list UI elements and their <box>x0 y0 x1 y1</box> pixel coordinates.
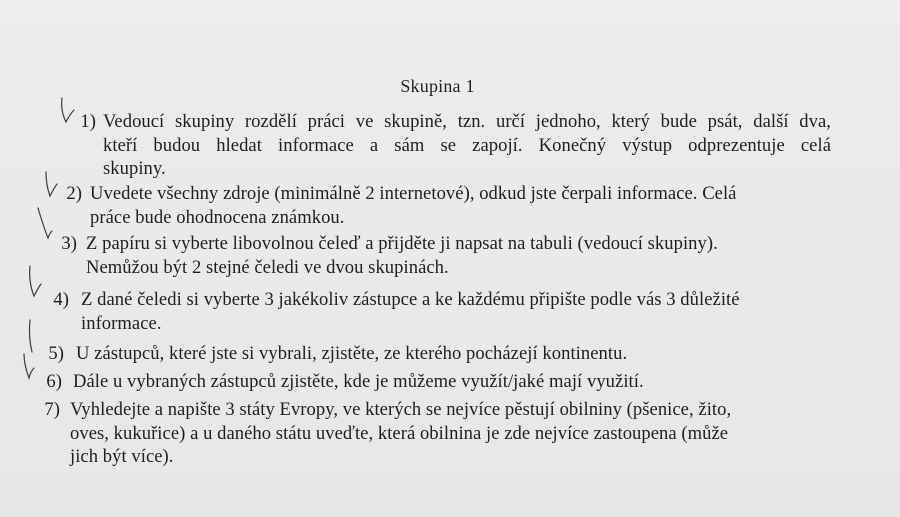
task-line: Uvedete všechny zdroje (minimálně 2 internetové), odkud jste čerpali informace. Celá <box>90 183 737 204</box>
pencil-check-mark-icon <box>22 262 52 306</box>
task-text <box>73 370 773 394</box>
task-number: 2) <box>66 183 82 204</box>
task-line: skupiny. <box>103 158 166 179</box>
task-line: U zástupců, které jste si vybrali, zjistěte, ze kterého pocházejí kontinentu. <box>76 343 628 364</box>
task-line: Vedoucí skupiny rozdělí práci ve skupině, tzn. určí jednoho, který bude psát, další dva, <box>103 111 831 132</box>
pencil-check-mark-icon <box>16 350 46 390</box>
task-number: 7) <box>44 399 60 420</box>
task-number: 1) <box>80 111 96 132</box>
task-text <box>76 342 776 366</box>
task-number: 6) <box>46 371 62 392</box>
task-text <box>86 232 846 279</box>
task-number: 3) <box>61 233 77 254</box>
pencil-check-mark-icon <box>32 206 62 250</box>
task-text <box>70 398 870 469</box>
task-line: oves, kukuřice) a u daného státu uveďte, která obilnina je zde nejvíce zastoupena (může <box>70 422 729 444</box>
task-text <box>81 288 851 335</box>
task-line: Z papíru si vyberte libovolnou čeleď a přijděte ji napsat na tabuli (vedoucí skupiny). <box>86 233 718 254</box>
pencil-check-mark-icon <box>38 170 68 210</box>
task-line: Nemůžou být 2 stejné čeledi ve dvou skupinách. <box>86 256 449 278</box>
task-text <box>103 110 831 181</box>
page-title: Skupina 1 <box>400 76 475 96</box>
task-line: Dále u vybraných zástupců zjistěte, kde je můžeme využít/jaké mají využití. <box>73 371 644 392</box>
task-text <box>90 182 835 229</box>
pencil-check-mark-icon <box>52 96 82 136</box>
task-line: Vyhledejte a napište 3 státy Evropy, ve kterých se nejvíce pěstují obilniny (pšenice, žito, <box>70 399 732 420</box>
task-line: informace. <box>81 312 162 334</box>
task-number: 4) <box>53 289 69 310</box>
task-number: 5) <box>48 343 64 364</box>
task-line: práce bude ohodnocena známkou. <box>90 206 345 228</box>
task-line: jich být více). <box>70 446 174 467</box>
task-line: kteří budou hledat informace a sám se zapojí. Konečný výstup odprezentuje celá <box>103 134 831 156</box>
task-line: Z dané čeledi si vyberte 3 jakékoliv zástupce a ke každému připište podle vás 3 důležité <box>81 289 740 310</box>
